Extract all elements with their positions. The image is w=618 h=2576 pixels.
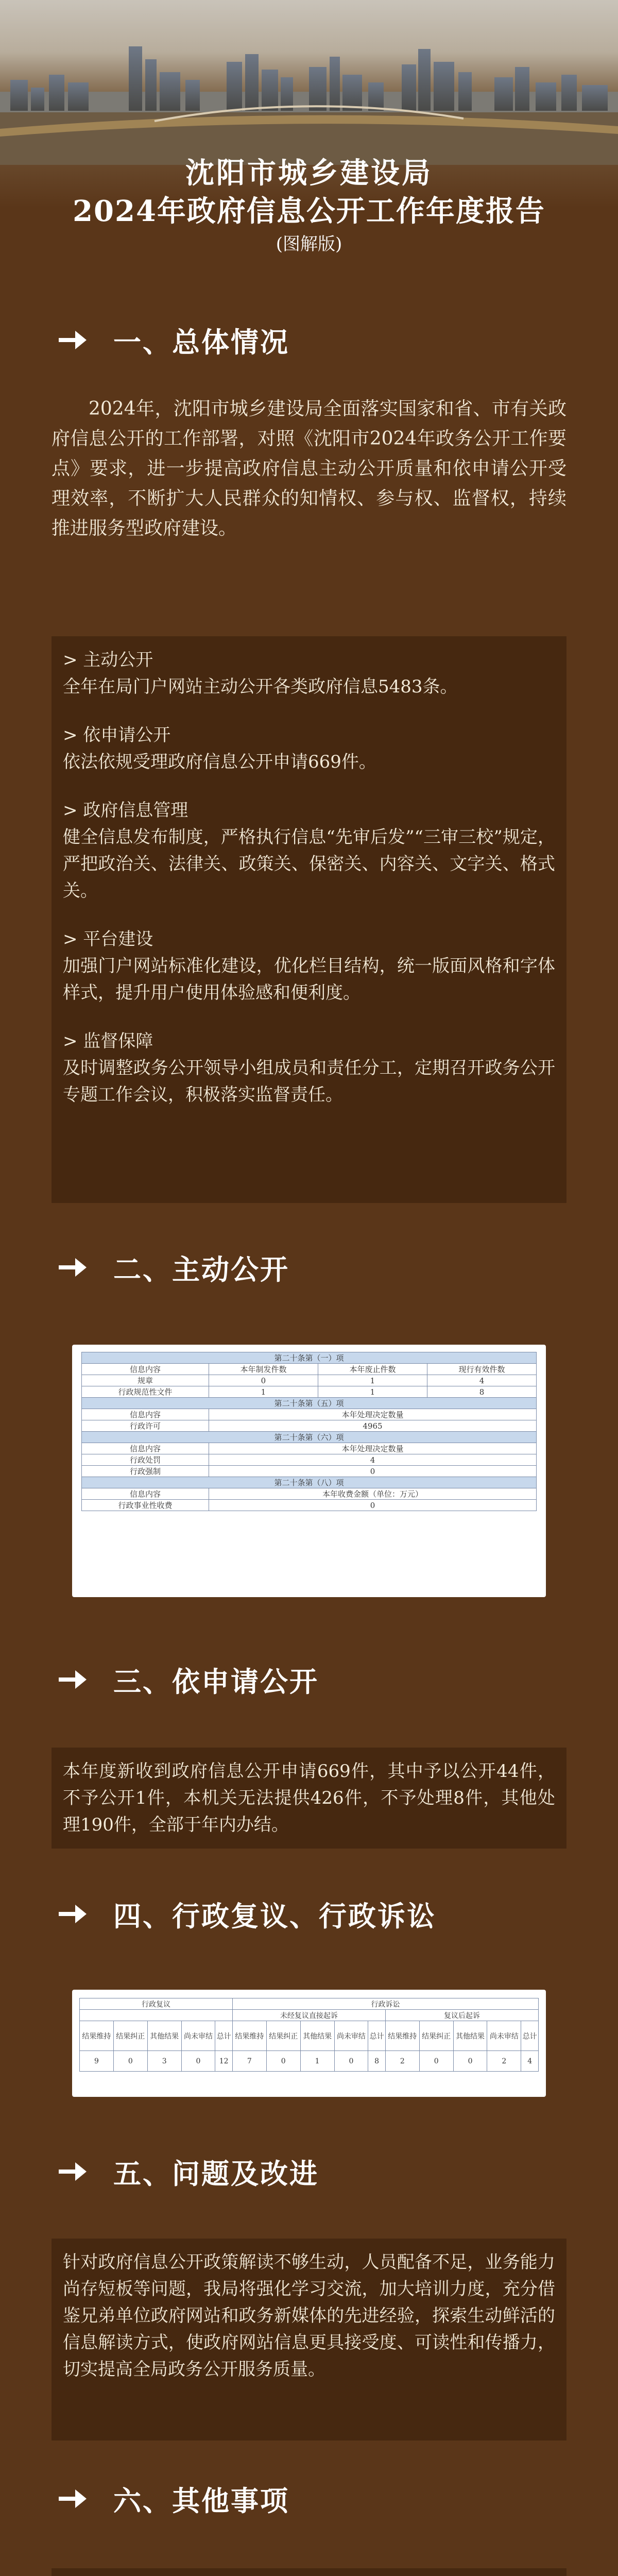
- report-title-line2: 2024年政府信息公开工作年度报告: [73, 194, 545, 228]
- table-header-cell: 总计: [215, 2021, 233, 2051]
- table-header-cell: 信息内容: [82, 1364, 209, 1375]
- table-header-cell: 复议后起诉: [385, 2010, 538, 2021]
- section-heading-review-litigation: [58, 1896, 436, 1932]
- application-text: 本年度新收到政府信息公开申请669件，其中予以公开44件，不予公开1件，本机关无法提供426件，不予处理8件，其他处理190件，全部于年内办结。: [63, 1761, 555, 1835]
- overview-item-text: 健全信息发布制度，严格执行信息“先审后发”“三审三校”规定，严把政治关、法律关、政策关、保密关、内容关、文字关、格式关。: [63, 827, 555, 901]
- table-cell: 行政事业性收费: [82, 1500, 209, 1511]
- overview-item-label: > 监督保障: [63, 1031, 153, 1052]
- table-group-title: 第二十条第（五）项: [82, 1398, 537, 1409]
- active-disclosure-table-card: [72, 1345, 546, 1597]
- arrow-right-icon: [58, 1903, 88, 1925]
- overview-item: [63, 722, 555, 775]
- section-heading-other: [58, 2481, 289, 2517]
- table-header-cell: 结果维持: [232, 2021, 266, 2051]
- table-row: [82, 1466, 537, 1477]
- table-cell: 0: [209, 1375, 318, 1386]
- table-cell: 2: [487, 2051, 521, 2072]
- table-cell: 行政处罚: [82, 1454, 209, 1466]
- table-cell: 0: [334, 2051, 368, 2072]
- table-cell: 0: [181, 2051, 215, 2072]
- overview-item-label: > 依申请公开: [63, 725, 171, 745]
- table-header-cell: 其他结果: [147, 2021, 181, 2051]
- table-cell: 3: [147, 2051, 181, 2072]
- table-header-cell: 结果纠正: [113, 2021, 147, 2051]
- other-panel: [52, 2568, 566, 2576]
- table-header-cell: 本年废止件数: [318, 1364, 427, 1375]
- section-heading-problems: [58, 2154, 319, 2190]
- table-row: [82, 1454, 537, 1466]
- report-title-line1: 沈阳市城乡建设局: [185, 156, 433, 190]
- table-header-cell: 尚未审结: [334, 2021, 368, 2051]
- overview-item-text: 全年在局门户网站主动公开各类政府信息5483条。: [63, 676, 458, 697]
- section-heading-active-disclosure: [58, 1249, 289, 1285]
- overview-item-label: > 平台建设: [63, 929, 153, 950]
- overview-item-label: > 政府信息管理: [63, 800, 188, 821]
- table-row: [82, 1375, 537, 1386]
- section-title: 五、问题及改进: [113, 2157, 319, 2190]
- table-cell: 7: [232, 2051, 266, 2072]
- review-litigation-table-card: [72, 1990, 546, 2097]
- overview-item-label: > 主动公开: [63, 650, 153, 670]
- overview-panel: [52, 636, 566, 1203]
- overview-item-text: 依法依规受理政府信息公开申请669件。: [63, 752, 376, 772]
- table-header-cell: 结果维持: [385, 2021, 419, 2051]
- table-header-cell: 未经复议直接起诉: [232, 2010, 385, 2021]
- section-heading-application: [58, 1662, 319, 1698]
- table-row: [82, 1420, 537, 1432]
- table-cell: 0: [209, 1466, 536, 1477]
- table-cell: 12: [215, 2051, 233, 2072]
- table-header-cell: 结果纠正: [266, 2021, 300, 2051]
- arrow-right-icon: [58, 329, 88, 351]
- table-header-cell: 行政复议: [80, 1998, 233, 2010]
- overview-item: [63, 1028, 555, 1108]
- table-header-cell: 尚未审结: [181, 2021, 215, 2051]
- problems-text: 针对政府信息公开政策解读不够生动，人员配备不足，业务能力尚存短板等问题，我局将强化学习交流，加大培训力度，充分借鉴兄弟单位政府网站和政务新媒体的先进经验，探索生动鲜活的信息解读方式，使政府网站信息更具接受度、可读性和传播力，切实提高全局政务公开服务质量。: [63, 2252, 555, 2380]
- table-header-cell: 现行有效件数: [427, 1364, 536, 1375]
- table-cell: 1: [318, 1386, 427, 1398]
- table-cell: 0: [113, 2051, 147, 2072]
- table-cell: 4: [427, 1375, 536, 1386]
- table-blank-cell: [80, 2010, 233, 2021]
- table-header-cell: 其他结果: [453, 2021, 487, 2051]
- table-row: [82, 1386, 537, 1398]
- problems-panel: [52, 2239, 566, 2441]
- section-title: 二、主动公开: [113, 1253, 289, 1286]
- table-cell: 1: [300, 2051, 334, 2072]
- table-header-cell: 总计: [521, 2021, 539, 2051]
- table-header-cell: 结果纠正: [419, 2021, 453, 2051]
- section-heading-overview: [58, 322, 289, 358]
- table-row: [82, 1500, 537, 1511]
- table-group-title: 第二十条第（一）项: [82, 1352, 537, 1364]
- section-title: 四、行政复议、行政诉讼: [113, 1900, 436, 1933]
- table-cell: 0: [419, 2051, 453, 2072]
- review-litigation-table: [79, 1998, 539, 2072]
- overview-item: [63, 797, 555, 904]
- table-header-cell: 行政诉讼: [232, 1998, 538, 2010]
- table-cell: 0: [209, 1500, 536, 1511]
- arrow-right-icon: [58, 2487, 88, 2510]
- table-cell: 4: [209, 1454, 536, 1466]
- table-cell: 行政强制: [82, 1466, 209, 1477]
- intro-paragraph: 2024年，沈阳市城乡建设局全面落实国家和省、市有关政府信息公开的工作部署，对照《沈阳市2024年政务公开工作要点》要求，进一步提高政府信息主动公开质量和依申请公开受理效率，不断扩大人民群众的知情权、参与权、监督权，持续推进服务型政府建设。: [52, 398, 566, 539]
- table-cell: 1: [318, 1375, 427, 1386]
- table-header-cell: 总计: [368, 2021, 386, 2051]
- table-cell: 0: [453, 2051, 487, 2072]
- report-title-block: [0, 155, 618, 258]
- table-cell: 行政规范性文件: [82, 1386, 209, 1398]
- table-cell: 规章: [82, 1375, 209, 1386]
- table-cell: 9: [80, 2051, 114, 2072]
- table-header-cell: 信息内容: [82, 1488, 209, 1500]
- section-title: 一、总体情况: [113, 326, 289, 359]
- city-skyline-image: [0, 31, 618, 165]
- table-cell: 4965: [209, 1420, 536, 1432]
- overview-item: [63, 926, 555, 1006]
- section-title: 三、依申请公开: [113, 1665, 319, 1698]
- report-subtitle: (图解版): [276, 234, 342, 255]
- overview-item-text: 及时调整政务公开领导小组成员和责任分工，定期召开政务公开专题工作会议，积极落实监督责任。: [63, 1058, 555, 1105]
- table-cell: 1: [209, 1386, 318, 1398]
- table-header-cell: 本年处理决定数量: [209, 1443, 536, 1454]
- table-cell: 8: [368, 2051, 386, 2072]
- table-header-cell: 本年收费金额（单位：万元）: [209, 1488, 536, 1500]
- table-cell: 2: [385, 2051, 419, 2072]
- table-cell: 0: [266, 2051, 300, 2072]
- table-group-title: 第二十条第（六）项: [82, 1432, 537, 1443]
- table-header-cell: 信息内容: [82, 1409, 209, 1420]
- section-title: 六、其他事项: [113, 2484, 289, 2517]
- table-header-cell: 结果维持: [80, 2021, 114, 2051]
- table-cell: 行政许可: [82, 1420, 209, 1432]
- table-cell: 4: [521, 2051, 539, 2072]
- arrow-right-icon: [58, 2160, 88, 2183]
- arrow-right-icon: [58, 1256, 88, 1279]
- table-row: [80, 2051, 539, 2072]
- table-header-cell: 信息内容: [82, 1443, 209, 1454]
- table-header-cell: 本年处理决定数量: [209, 1409, 536, 1420]
- overview-item-text: 加强门户网站标准化建设，优化栏目结构，统一版面风格和字体样式，提升用户使用体验感和便利度。: [63, 956, 555, 1003]
- table-header-cell: 本年制发件数: [209, 1364, 318, 1375]
- overview-item: [63, 647, 555, 700]
- table-header-cell: 尚未审结: [487, 2021, 521, 2051]
- table-header-cell: 其他结果: [300, 2021, 334, 2051]
- table-group-title: 第二十条第（八）项: [82, 1477, 537, 1488]
- table-cell: 8: [427, 1386, 536, 1398]
- arrow-right-icon: [58, 1668, 88, 1691]
- application-panel: [52, 1748, 566, 1849]
- active-disclosure-table: [81, 1352, 537, 1511]
- header-banner: [0, 0, 618, 289]
